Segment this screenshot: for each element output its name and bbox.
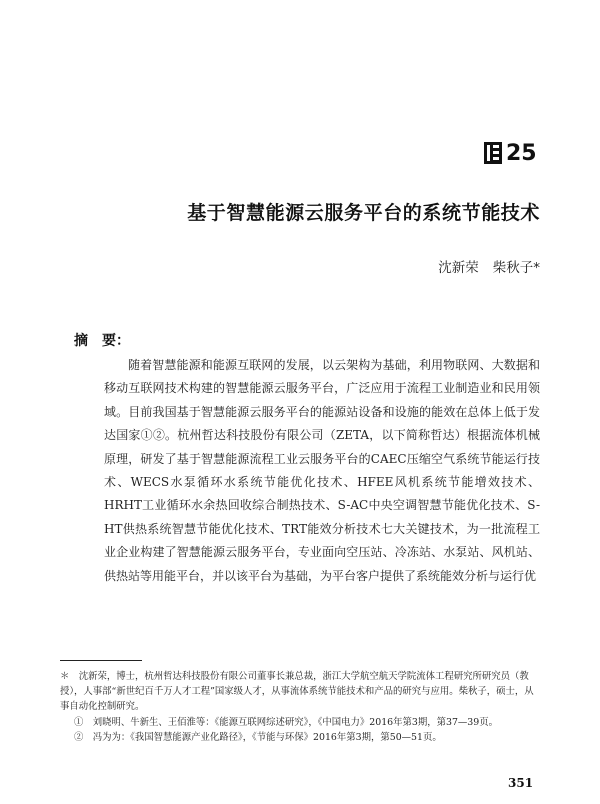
page-number: 351 [508, 776, 534, 790]
abstract-text: 随着智慧能源和能源互联网的发展，以云架构为基础，利用物联网、大数据和移动互联网技术构建的智慧能源云服务平台，广泛应用于流程工业制造业和民用领域。目前我国基于智慧能源云服务平台的能源站设备和设施的能效在总体上低于发达国家①②。杭州哲达科技股份有限公司（ZETA，以下简称哲达）根据流体机械原理，研发了基于智慧能源流程工业云服务平台的CAEC压缩空气系统节能运行技术、WECS水泵循环水系统节能优化技术、HFEE风机系统节能增效技术、HRHT工业循环水余热回收综合制热技术、S-AC中央空调智慧节能优化技术、S-HT供热系统智慧节能优化技术、TRT能效分析技术七大关键技术，为一批流程工业企业构建了智慧能源云服务平台，专业面向空压站、冷冻站、水泵站、风机站、供热站等用能平台，并以该平台为基础，为平台客户提供了系统能效分析与运行优 [104, 358, 540, 583]
report-number [484, 138, 554, 168]
author-1: 沈新荣 [438, 260, 479, 276]
article-title: 基于智慧能源云服务平台的系统节能技术 [187, 202, 540, 224]
footnote-author: ＊ 沈新荣，博士，杭州哲达科技股份有限公司董事长兼总裁，浙江大学航空航天学院流体工程研究所研究员（教授），人事部“新世纪百千万人才工程”国家级人才，从事流体系统节能技术和产品的研究与应用。柴秋子，硕士，从事自动化控制研究。 [60, 671, 534, 713]
footnote-1: ① 刘晓明、牛新生、王佰淮等：《能源互联网综述研究》，《中国电力》2016年第3期，第37—39页。 [74, 716, 498, 728]
footnote-divider [60, 660, 142, 661]
author-line [300, 256, 540, 276]
abstract-heading: 摘 要： [74, 333, 130, 349]
report-badge-icon [484, 142, 502, 164]
report-number-label: 25 [506, 140, 537, 166]
footnotes [60, 669, 542, 745]
author-2: 柴秋子* [492, 260, 540, 276]
footnote-2: ② 冯为为：《我国智慧能源产业化路径》，《节能与环保》2016年第3期，第50—51页。 [74, 731, 442, 743]
